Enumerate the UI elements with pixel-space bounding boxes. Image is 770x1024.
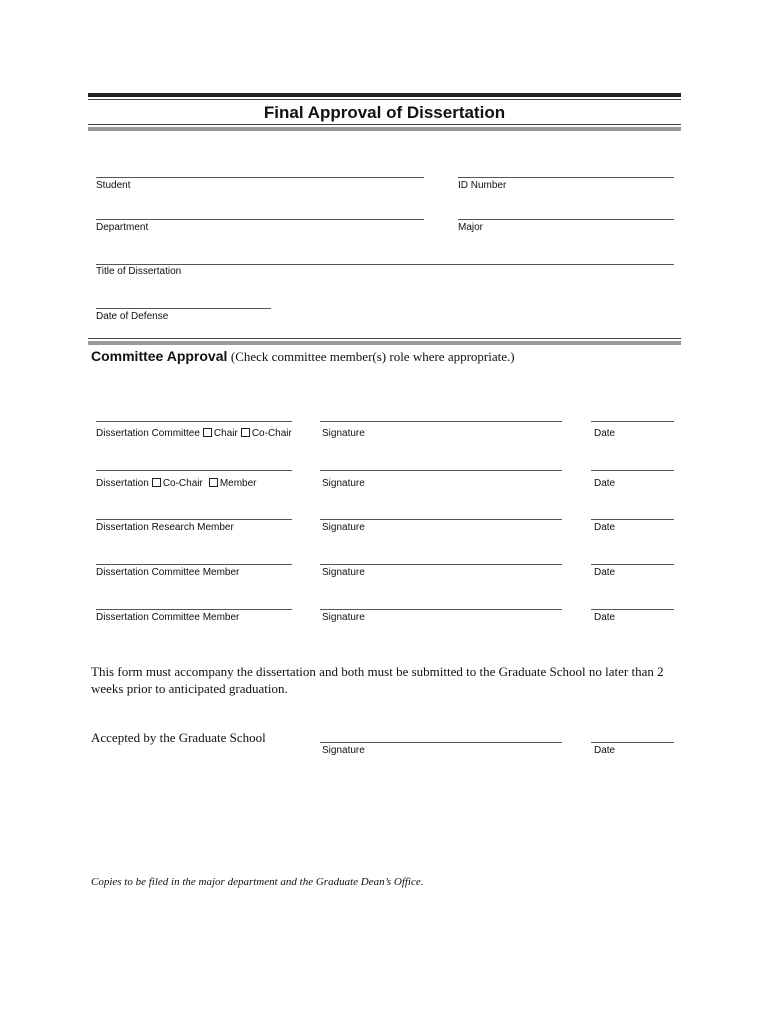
date-line[interactable]: [591, 470, 674, 471]
committee-role-label: [96, 478, 257, 489]
instructions-text: This form must accompany the dissertation and both must be submitted to the Graduate School no later than 2 weeks prior to anticipated graduation.: [91, 664, 664, 696]
role-prefix: Dissertation Committee: [96, 428, 200, 439]
date-of-defense-line[interactable]: [96, 308, 271, 309]
chair-option-label: Chair: [213, 428, 238, 439]
committee-role-label: Dissertation Committee Member: [96, 567, 240, 578]
date-line[interactable]: [591, 519, 674, 520]
form-title: Final Approval of Dissertation: [263, 103, 506, 122]
signature-line[interactable]: [320, 470, 562, 471]
header-rule-bottom: [88, 127, 681, 131]
header-rule-top: [88, 93, 681, 97]
committee-role-line[interactable]: [96, 470, 292, 471]
acceptance-signature-line[interactable]: [320, 742, 562, 743]
committee-heading-title: Committee Approval: [91, 348, 228, 364]
committee-rule: [88, 341, 681, 345]
student-label: Student: [96, 180, 131, 191]
co-chair-checkbox[interactable]: [152, 478, 161, 487]
signature-line[interactable]: [320, 564, 562, 565]
committee-heading: [91, 348, 515, 366]
header-rule-top-thin: [88, 99, 681, 100]
id-number-label: ID Number: [458, 180, 507, 191]
committee-role-line[interactable]: [96, 609, 292, 610]
date-line[interactable]: [591, 609, 674, 610]
date-label: Date: [594, 428, 616, 439]
signature-label: Signature: [322, 478, 365, 489]
dissertation-title-label: Title of Dissertation: [96, 266, 182, 277]
co-chair-checkbox[interactable]: [241, 428, 250, 437]
co-chair-option-label: Co-Chair: [251, 428, 292, 439]
major-line[interactable]: [458, 219, 674, 220]
acceptance-signature-label: Signature: [322, 745, 365, 756]
member-checkbox[interactable]: [209, 478, 218, 487]
committee-role-label: Dissertation Research Member: [96, 522, 234, 533]
date-line[interactable]: [591, 564, 674, 565]
signature-label: Signature: [322, 567, 365, 578]
signature-line[interactable]: [320, 421, 562, 422]
department-line[interactable]: [96, 219, 424, 220]
signature-line[interactable]: [320, 609, 562, 610]
date-label: Date: [594, 612, 616, 623]
signature-label: Signature: [322, 522, 365, 533]
signature-label: Signature: [322, 612, 365, 623]
student-line[interactable]: [96, 177, 424, 178]
committee-role-line[interactable]: [96, 519, 292, 520]
accepted-by-label: Accepted by the Graduate School: [91, 730, 266, 745]
date-label: Date: [594, 567, 616, 578]
committee-rule-thin: [88, 338, 681, 339]
committee-role-label: [96, 428, 292, 439]
acceptance-date-label: Date: [594, 745, 616, 756]
department-label: Department: [96, 222, 149, 233]
signature-label: Signature: [322, 428, 365, 439]
dissertation-title-line[interactable]: [96, 264, 674, 265]
date-line[interactable]: [591, 421, 674, 422]
member-option-label: Member: [219, 478, 257, 489]
header-rule-bottom-thin: [88, 124, 681, 125]
chair-checkbox[interactable]: [203, 428, 212, 437]
date-label: Date: [594, 478, 616, 489]
signature-line[interactable]: [320, 519, 562, 520]
role-prefix: Dissertation: [96, 478, 149, 489]
id-number-line[interactable]: [458, 177, 674, 178]
acceptance-date-line[interactable]: [591, 742, 674, 743]
date-label: Date: [594, 522, 616, 533]
committee-role-line[interactable]: [96, 564, 292, 565]
co-chair-option-label: Co-Chair: [162, 478, 203, 489]
committee-heading-note: (Check committee member(s) role where appropriate.): [230, 349, 515, 364]
date-of-defense-label: Date of Defense: [96, 311, 169, 322]
committee-role-line[interactable]: [96, 421, 292, 422]
footer-note: Copies to be filed in the major department and the Graduate Dean’s Office.: [91, 876, 424, 888]
major-label: Major: [458, 222, 484, 233]
committee-role-label: Dissertation Committee Member: [96, 612, 240, 623]
